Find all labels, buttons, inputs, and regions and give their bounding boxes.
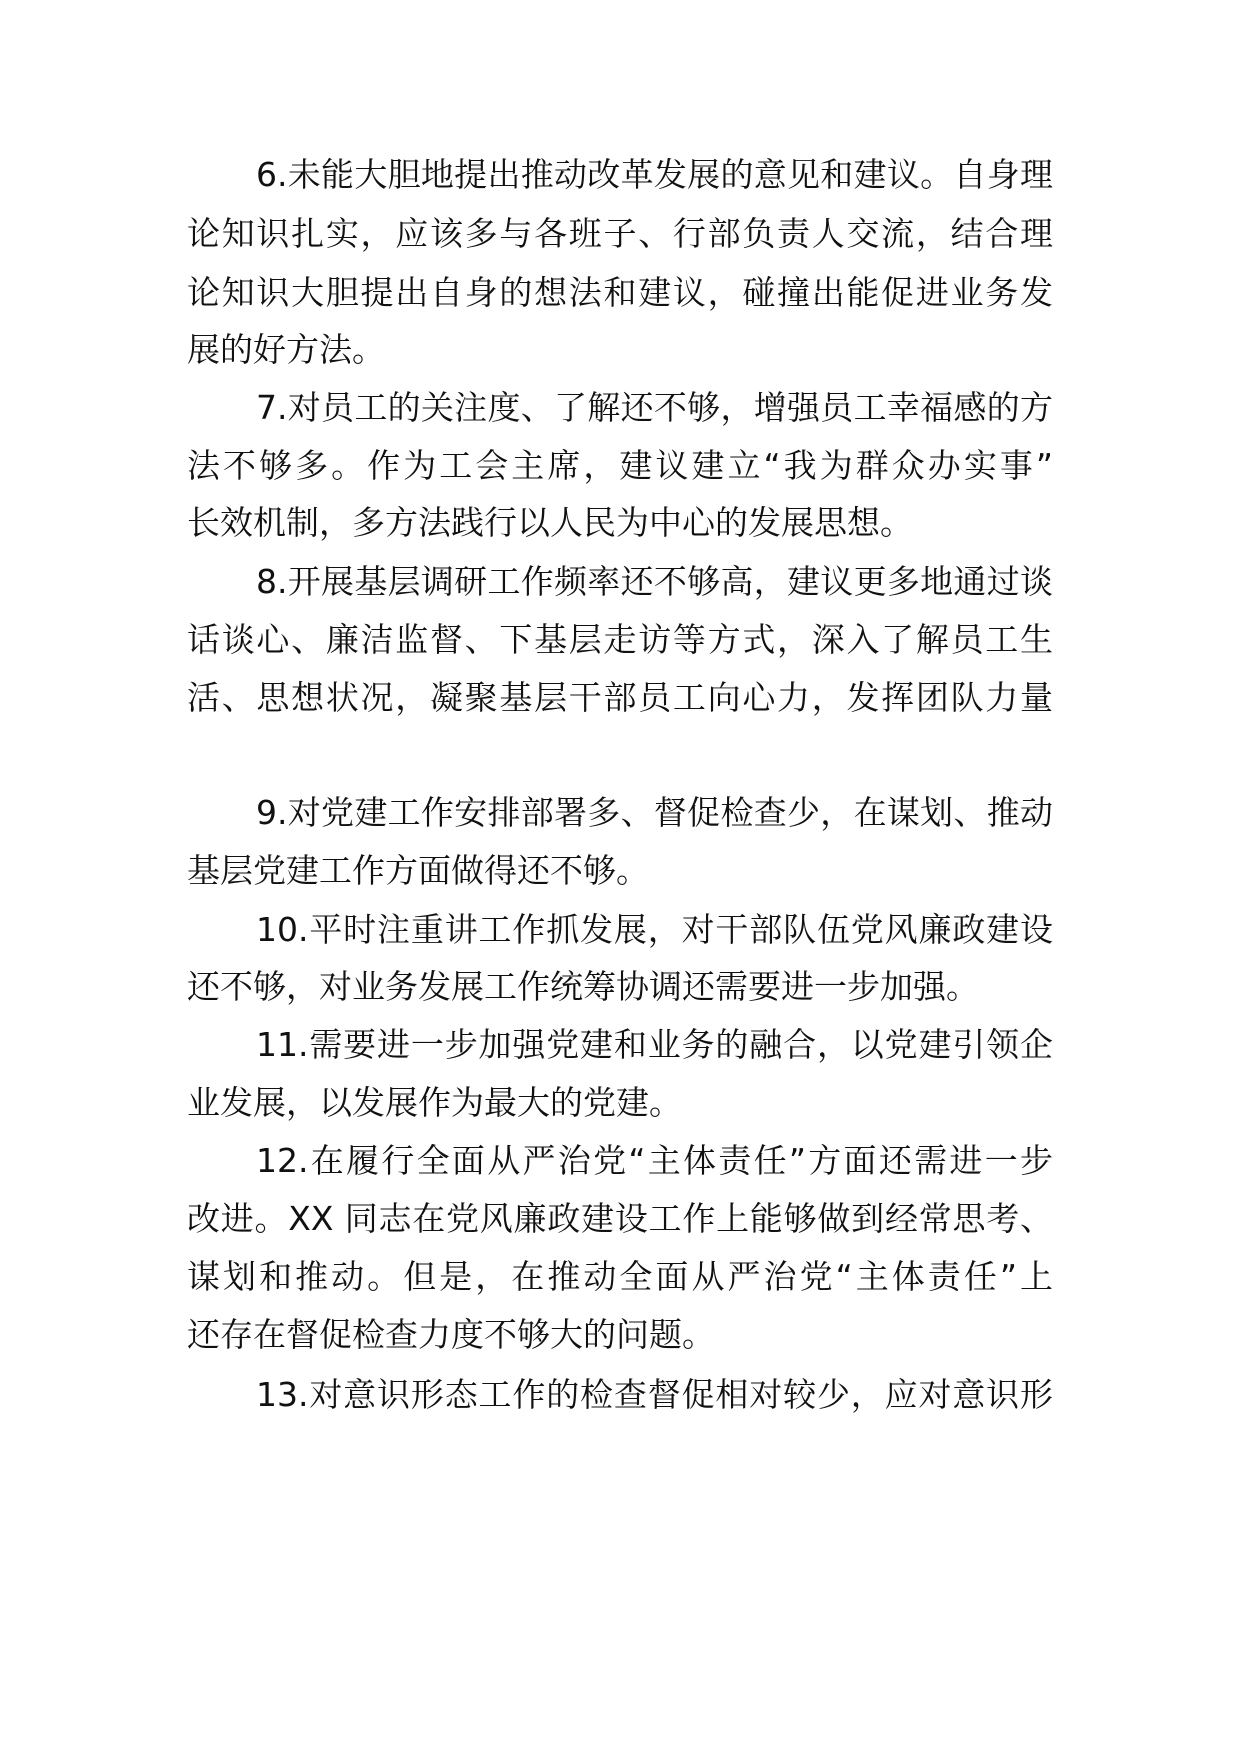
- paragraph-7-line-2: 法不够多。作为工会主席，建议建立“我为群众办实事”: [187, 446, 1053, 485]
- paragraph-12-line-2: 改进。XX 同志在党风廉政建设工作上能够做到经常思考、: [187, 1199, 1053, 1238]
- paragraph-6-line-3: 论知识大胆提出自身的想法和建议，碰撞出能促进业务发: [187, 273, 1053, 312]
- paragraph-6-line-4: 展的好方法。: [187, 330, 385, 369]
- paragraph-10-line-2: 还不够，对业务发展工作统筹协调还需要进一步加强。: [187, 967, 979, 1006]
- paragraph-6-line-2: 论知识扎实，应该多与各班子、行部负责人交流，结合理: [187, 214, 1053, 253]
- paragraph-12-line-4: 还存在督促检查力度不够大的问题。: [187, 1315, 715, 1354]
- paragraph-12-line-1: 12.在履行全面从严治党“主体责任”方面还需进一步: [256, 1141, 1053, 1180]
- paragraph-11-line-2: 业发展，以发展作为最大的党建。: [187, 1083, 682, 1122]
- paragraph-13-line-1: 13.对意识形态工作的检查督促相对较少，应对意识形: [256, 1375, 1053, 1414]
- paragraph-8-line-2: 话谈心、廉洁监督、下基层走访等方式，深入了解员工生: [187, 620, 1053, 659]
- paragraph-7-line-3: 长效机制，多方法践行以人民为中心的发展思想。: [187, 503, 913, 542]
- paragraph-8-line-3: 活、思想状况，凝聚基层干部员工向心力，发挥团队力量: [187, 678, 1053, 717]
- paragraph-11-line-1: 11.需要进一步加强党建和业务的融合，以党建引领企: [256, 1025, 1053, 1064]
- paragraph-9-line-1: 9.对党建工作安排部署多、督促检查少，在谋划、推动: [256, 793, 1053, 832]
- paragraph-8-line-1: 8.开展基层调研工作频率还不够高，建议更多地通过谈: [256, 562, 1053, 601]
- paragraph-7-line-1: 7.对员工的关注度、了解还不够，增强员工幸福感的方: [256, 388, 1053, 427]
- paragraph-6-line-1: 6.未能大胆地提出推动改革发展的意见和建议。自身理: [256, 155, 1053, 194]
- paragraph-10-line-1: 10.平时注重讲工作抓发展，对干部队伍党风廉政建设: [256, 910, 1053, 949]
- paragraph-9-line-2: 基层党建工作方面做得还不够。: [187, 851, 649, 890]
- paragraph-12-line-3: 谋划和推动。但是，在推动全面从严治党“主体责任”上: [187, 1257, 1053, 1296]
